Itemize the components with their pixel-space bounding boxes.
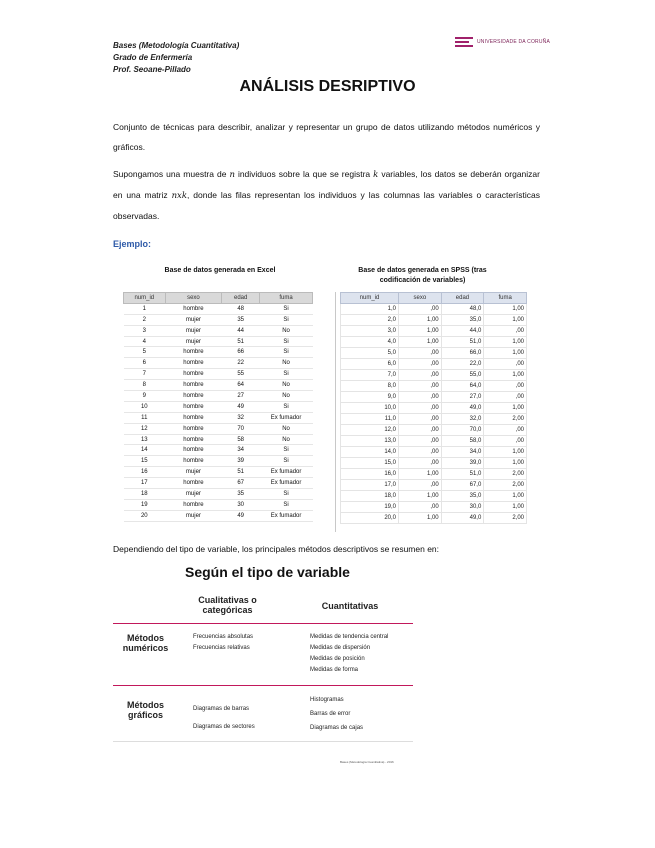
table-cell: 3 [124, 325, 166, 336]
table-cell: Si [260, 369, 313, 380]
para-text: variables, los datos se deberán organizar en una matriz [113, 169, 540, 200]
diagram-title: Según el tipo de variable [185, 564, 350, 580]
table-cell: mujer [165, 325, 222, 336]
table-cell: 66 [222, 347, 260, 358]
table-cell: 15 [124, 456, 166, 467]
table-row [124, 434, 313, 445]
table-cell: mujer [165, 510, 222, 521]
table-cell: hombre [165, 347, 222, 358]
table-cell: 1 [124, 303, 166, 314]
table-cell: 51 [222, 336, 260, 347]
table-cell: ,00 [399, 392, 442, 403]
list-item: Diagramas de barras [193, 706, 250, 712]
diagram-list-graphic-quant [310, 693, 363, 735]
table-cell: No [260, 380, 313, 391]
table-row [124, 423, 313, 434]
table-cell: 1,00 [484, 348, 527, 359]
diagram-list-numeric-qual [193, 632, 253, 654]
table-cell: 17,0 [341, 480, 399, 491]
table-cell: ,00 [399, 414, 442, 425]
diagram-row-graphic: Métodos gráficos [127, 700, 164, 720]
table-cell: ,00 [399, 381, 442, 392]
symbol-n: n [229, 170, 235, 180]
table-row [341, 436, 527, 447]
table-cell: Si [260, 489, 313, 500]
table-cell: ,00 [399, 436, 442, 447]
list-item: Histogramas [310, 697, 344, 703]
table-cell: 3,0 [341, 326, 399, 337]
table-cell: 2,00 [484, 513, 527, 524]
table-cell: 35 [222, 489, 260, 500]
table-cell: Ex fumador [260, 412, 313, 423]
table-cell: 58 [222, 434, 260, 445]
table-cell: 27 [222, 391, 260, 402]
table-cell: 55 [222, 369, 260, 380]
diagram-col-qualitative: Cualitativas o categóricas [198, 595, 257, 615]
table-row [124, 391, 313, 402]
table-cell: 2,0 [341, 315, 399, 326]
table-cell: 6,0 [341, 359, 399, 370]
symbol-k: k [373, 170, 379, 180]
table-row [341, 304, 527, 315]
table-cell: 1,00 [399, 469, 442, 480]
table-row [341, 403, 527, 414]
column-header: sexo [165, 293, 222, 304]
table-cell: hombre [165, 391, 222, 402]
table-cell: Si [260, 303, 313, 314]
table-row [341, 370, 527, 381]
table-cell: 19 [124, 499, 166, 510]
table-row [341, 513, 527, 524]
table-cell: 39 [222, 456, 260, 467]
table-row [124, 478, 313, 489]
table-cell: 2 [124, 314, 166, 325]
table-cell: 7,0 [341, 370, 399, 381]
table-cell: Si [260, 314, 313, 325]
table-cell: 12 [124, 423, 166, 434]
table-cell: 6 [124, 358, 166, 369]
table-cell: 1,00 [399, 337, 442, 348]
table-cell: 13,0 [341, 436, 399, 447]
table-cell: 48 [222, 303, 260, 314]
table-cell: 19,0 [341, 502, 399, 513]
excel-caption: Base de datos generada en Excel [164, 267, 276, 274]
table-cell: 1,00 [484, 502, 527, 513]
table-cell: ,00 [399, 348, 442, 359]
table-row [341, 447, 527, 458]
table-cell: 49,0 [441, 513, 484, 524]
table-cell: 2,00 [484, 414, 527, 425]
table-cell: ,00 [484, 392, 527, 403]
table-cell: ,00 [399, 304, 442, 315]
table-cell: hombre [165, 423, 222, 434]
list-item: Medidas de dispersión [310, 645, 371, 651]
list-item: Diagramas de sectores [193, 724, 255, 730]
list-item: Frecuencias absolutas [193, 634, 254, 640]
table-cell: 32,0 [441, 414, 484, 425]
table-cell: hombre [165, 380, 222, 391]
table-cell: Si [260, 499, 313, 510]
spss-table [340, 292, 527, 524]
list-item: Diagramas de cajas [310, 725, 364, 731]
table-cell: 9 [124, 391, 166, 402]
column-header: edad [441, 293, 484, 304]
logo-mark-icon [455, 37, 473, 47]
table-cell: ,00 [484, 436, 527, 447]
column-header: num_id [124, 293, 166, 304]
table-cell: 70,0 [441, 425, 484, 436]
page-footer: Bases (Metodología Cuantitativa) - 2016 [340, 760, 394, 764]
table-cell: No [260, 434, 313, 445]
table-cell: 39,0 [441, 458, 484, 469]
table-cell: 18 [124, 489, 166, 500]
table-cell: 1,00 [484, 458, 527, 469]
table-cell: 58,0 [441, 436, 484, 447]
table-cell: 1,00 [399, 491, 442, 502]
table-row [341, 348, 527, 359]
list-item: Medidas de tendencia central [310, 634, 389, 640]
table-cell: 5,0 [341, 348, 399, 359]
table-cell: ,00 [399, 370, 442, 381]
table-cell: ,00 [484, 359, 527, 370]
diagram-list-numeric-quant [310, 632, 388, 676]
table-cell: 51,0 [441, 469, 484, 480]
logo-text: UNIVERSIDADE DA CORUÑA [477, 39, 551, 45]
table-row [124, 445, 313, 456]
table-cell: 1,00 [399, 513, 442, 524]
list-item: Medidas de posición [310, 656, 365, 662]
column-header: num_id [341, 293, 399, 304]
table-cell: 2,00 [484, 469, 527, 480]
table-cell: 16 [124, 467, 166, 478]
table-cell: 1,00 [399, 315, 442, 326]
table-cell: Si [260, 401, 313, 412]
table-cell: hombre [165, 445, 222, 456]
table-cell: 1,0 [341, 304, 399, 315]
table-cell: 34 [222, 445, 260, 456]
table-row [124, 314, 313, 325]
table-cell: ,00 [399, 359, 442, 370]
table-cell: 1,00 [484, 337, 527, 348]
table-row [341, 458, 527, 469]
table-cell: 22 [222, 358, 260, 369]
table-cell: 44,0 [441, 326, 484, 337]
table-cell: 48,0 [441, 304, 484, 315]
table-cell: hombre [165, 478, 222, 489]
table-cell: 55,0 [441, 370, 484, 381]
table-row [124, 347, 313, 358]
symbol-nxk: nxk [171, 191, 187, 201]
table-cell: 14 [124, 445, 166, 456]
university-logo [455, 37, 550, 47]
example-label: Ejemplo: [113, 239, 152, 249]
table-cell: 35 [222, 314, 260, 325]
table-cell: 1,00 [484, 447, 527, 458]
table-cell: 4,0 [341, 337, 399, 348]
table-cell: ,00 [399, 480, 442, 491]
table-cell: 17 [124, 478, 166, 489]
table-cell: 1,00 [484, 491, 527, 502]
table-cell: ,00 [484, 381, 527, 392]
table-cell: 14,0 [341, 447, 399, 458]
table-cell: Si [260, 347, 313, 358]
table-cell: hombre [165, 401, 222, 412]
diagram-bottom-line [113, 741, 413, 742]
table-cell: ,00 [399, 425, 442, 436]
table-cell: 4 [124, 336, 166, 347]
diagram-list-graphic-qual [193, 700, 255, 736]
column-header: edad [222, 293, 260, 304]
table-cell: 10 [124, 401, 166, 412]
table-row [341, 502, 527, 513]
column-header: fuma [484, 293, 527, 304]
table-cell: 16,0 [341, 469, 399, 480]
table-row [124, 467, 313, 478]
table-cell: 20,0 [341, 513, 399, 524]
table-row [341, 392, 527, 403]
diagram-divider [113, 685, 413, 686]
table-cell: hombre [165, 412, 222, 423]
table-cell: mujer [165, 467, 222, 478]
table-cell: mujer [165, 336, 222, 347]
table-cell: 49 [222, 401, 260, 412]
table-row [341, 381, 527, 392]
matrix-paragraph [113, 164, 540, 226]
table-cell: 51,0 [441, 337, 484, 348]
table-cell: ,00 [399, 502, 442, 513]
table-cell: Ex fumador [260, 478, 313, 489]
table-cell: hombre [165, 434, 222, 445]
table-cell: Ex fumador [260, 467, 313, 478]
intro-paragraph: Conjunto de técnicas para describir, analizar y representar un grupo de datos utilizando métodos numéricos y gráficos. [113, 122, 540, 152]
para-text: Supongamos una muestra de [113, 169, 230, 179]
diagram-col-quantitative: Cuantitativas [321, 601, 379, 611]
table-cell: 8,0 [341, 381, 399, 392]
table-cell: 67 [222, 478, 260, 489]
table-cell: 7 [124, 369, 166, 380]
table-cell: Ex fumador [260, 510, 313, 521]
table-row [124, 412, 313, 423]
table-row [341, 425, 527, 436]
table-cell: mujer [165, 314, 222, 325]
table-row [341, 315, 527, 326]
table-cell: 8 [124, 380, 166, 391]
table-cell: 30 [222, 499, 260, 510]
table-cell: 35,0 [441, 491, 484, 502]
table-row [124, 336, 313, 347]
table-cell: hombre [165, 303, 222, 314]
header-degree: Grado de Enfermería [113, 53, 193, 62]
table-row [124, 499, 313, 510]
list-item: Barras de error [310, 711, 351, 717]
table-cell: 20 [124, 510, 166, 521]
column-header: fuma [260, 293, 313, 304]
summary-text: Dependiendo del tipo de variable, los principales métodos descriptivos se resumen en: [113, 544, 440, 554]
table-cell: 12,0 [341, 425, 399, 436]
table-cell: 67,0 [441, 480, 484, 491]
table-row [341, 480, 527, 491]
table-cell: hombre [165, 358, 222, 369]
table-cell: 34,0 [441, 447, 484, 458]
table-cell: 32 [222, 412, 260, 423]
table-cell: No [260, 423, 313, 434]
table-cell: 1,00 [484, 403, 527, 414]
table-row [341, 326, 527, 337]
table-row [124, 380, 313, 391]
spss-caption: Base de datos generada en SPSS (tras codificación de variables) [358, 267, 487, 284]
table-row [124, 358, 313, 369]
table-cell: Si [260, 445, 313, 456]
table-cell: mujer [165, 489, 222, 500]
header-professor: Prof. Seoane-Pillado [113, 65, 191, 74]
header-course: Bases (Metodología Cuantitativa) [113, 41, 240, 50]
table-cell: 15,0 [341, 458, 399, 469]
table-row [341, 414, 527, 425]
table-cell: 64 [222, 380, 260, 391]
table-row [124, 401, 313, 412]
table-cell: No [260, 325, 313, 336]
table-cell: ,00 [399, 447, 442, 458]
table-cell: 9,0 [341, 392, 399, 403]
table-cell: 11 [124, 412, 166, 423]
table-row [341, 359, 527, 370]
table-cell: 5 [124, 347, 166, 358]
table-cell: ,00 [399, 458, 442, 469]
table-row [124, 325, 313, 336]
table-cell: No [260, 391, 313, 402]
table-row [124, 489, 313, 500]
table-row [341, 491, 527, 502]
table-cell: 1,00 [484, 315, 527, 326]
para-text: individuos sobre la que se registra [234, 169, 374, 179]
table-cell: ,00 [399, 403, 442, 414]
column-header: sexo [399, 293, 442, 304]
list-item: Medidas de forma [310, 667, 359, 673]
table-cell: 10,0 [341, 403, 399, 414]
diagram-row-numeric: Métodos numéricos [122, 633, 169, 653]
para-text: , donde las filas representan los individuos y las columnas las variables o características observadas. [113, 190, 540, 221]
table-cell: 1,00 [484, 304, 527, 315]
table-cell: ,00 [484, 326, 527, 337]
table-cell: hombre [165, 369, 222, 380]
table-row [341, 337, 527, 348]
table-cell: 66,0 [441, 348, 484, 359]
table-cell: 1,00 [399, 326, 442, 337]
page-title: ANÁLISIS DESRIPTIVO [239, 78, 416, 95]
table-cell: 64,0 [441, 381, 484, 392]
table-cell: 70 [222, 423, 260, 434]
table-cell: 49 [222, 510, 260, 521]
table-cell: 1,00 [484, 370, 527, 381]
table-row [124, 303, 313, 314]
table-cell: 35,0 [441, 315, 484, 326]
table-row [341, 469, 527, 480]
table-cell: hombre [165, 499, 222, 510]
table-row [124, 510, 313, 521]
list-item: Frecuencias relativas [193, 645, 250, 651]
table-row [124, 369, 313, 380]
table-cell: ,00 [484, 425, 527, 436]
table-cell: 11,0 [341, 414, 399, 425]
diagram-divider [113, 623, 413, 624]
table-cell: 22,0 [441, 359, 484, 370]
table-cell: 27,0 [441, 392, 484, 403]
table-cell: 2,00 [484, 480, 527, 491]
table-cell: 30,0 [441, 502, 484, 513]
table-cell: 13 [124, 434, 166, 445]
excel-table [123, 292, 313, 522]
table-cell: 51 [222, 467, 260, 478]
table-cell: 18,0 [341, 491, 399, 502]
table-cell: 49,0 [441, 403, 484, 414]
table-cell: Si [260, 456, 313, 467]
document-header [113, 40, 239, 76]
table-cell: 44 [222, 325, 260, 336]
table-cell: hombre [165, 456, 222, 467]
table-row [124, 456, 313, 467]
table-cell: No [260, 358, 313, 369]
table-cell: Si [260, 336, 313, 347]
